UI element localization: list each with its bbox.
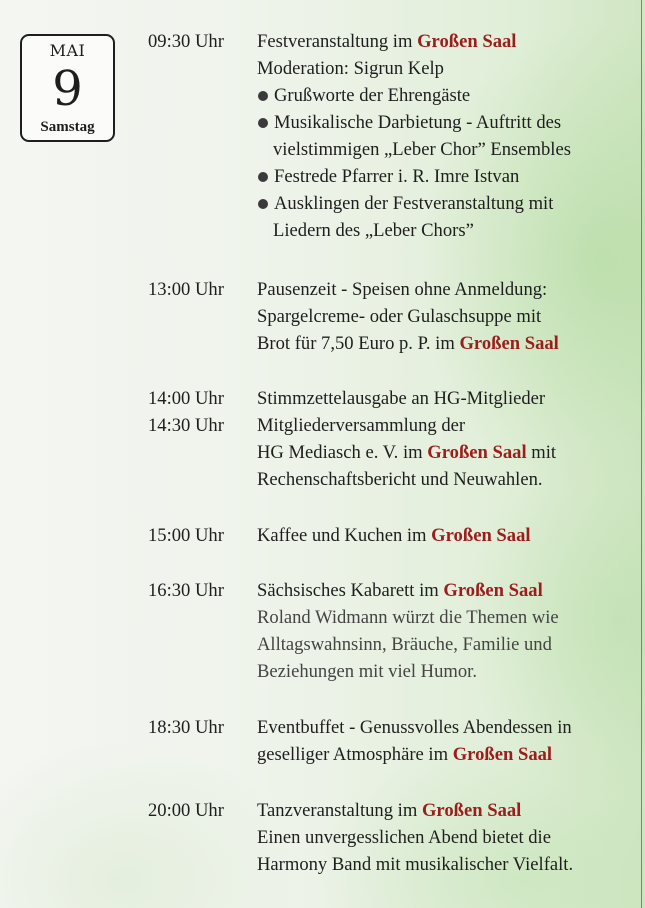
event-time: 15:00 Uhr [148, 525, 224, 546]
event-line-text: Eventbuffet - Genussvolles Abendessen in [257, 717, 572, 738]
event-line-text: mit [526, 442, 557, 463]
event-bullet-item [258, 109, 561, 136]
event-line [257, 577, 543, 604]
event-line-text: Pausenzeit - Speisen ohne Anmeldung: [257, 279, 548, 300]
event-line-text: HG Mediasch e. V. im [257, 442, 428, 463]
event-bullet-continuation [273, 136, 571, 163]
event-bullet-continuation [273, 217, 474, 244]
event-time: 14:00 Uhr [148, 388, 224, 409]
venue-highlight: Großen Saal [431, 525, 531, 546]
venue-highlight: Großen Saal [443, 580, 543, 601]
bullet-dot-icon [258, 118, 268, 128]
event-bullet-item [258, 190, 553, 217]
event-line [257, 28, 516, 55]
event-line [257, 385, 545, 412]
event-bullet-item [258, 163, 519, 190]
event-line-text: Grußworte der Ehrengäste [274, 85, 471, 106]
event-time: 18:30 Uhr [148, 717, 224, 738]
event-line-text: geselliger Atmosphäre im [257, 744, 453, 765]
event-time: 09:30 Uhr [148, 31, 224, 52]
event-line-text: Stimmzettelausgabe an HG-Mitglieder [257, 388, 546, 409]
event-line [257, 824, 551, 851]
event-line [257, 55, 444, 82]
event-line-text: Roland Widmann würzt die Themen wie [257, 607, 559, 628]
event-line [257, 466, 543, 493]
event-line [257, 797, 521, 824]
event-line-text: Einen unvergesslichen Abend bietet die [257, 827, 551, 848]
event-line [257, 741, 552, 768]
event-line-text: Sächsisches Kabarett im [257, 580, 444, 601]
event-line-text: Kaffee und Kuchen im [257, 525, 432, 546]
right-edge-rule [641, 0, 642, 908]
event-line [257, 276, 547, 303]
date-badge [20, 34, 115, 142]
event-description-line [257, 658, 477, 685]
venue-highlight: Großen Saal [417, 31, 517, 52]
event-line-text: Liedern des „Leber Chors” [273, 220, 474, 241]
event-line-text: Moderation: Sigrun Kelp [257, 58, 444, 79]
bullet-dot-icon [258, 91, 268, 101]
venue-highlight: Großen Saal [421, 800, 522, 821]
event-line [257, 330, 559, 357]
event-line-text: Spargelcreme- oder Gulaschsuppe mit [257, 306, 542, 327]
bullet-dot-icon [258, 199, 268, 209]
event-time: 16:30 Uhr [148, 580, 224, 601]
venue-highlight: Großen Saal [427, 442, 527, 463]
event-line-text: Musikalische Darbietung - Auftritt des [274, 112, 562, 133]
date-day: 9 [52, 61, 83, 117]
event-line-text: Tanzveranstaltung im [257, 800, 422, 821]
venue-highlight: Großen Saal [452, 744, 553, 765]
date-month: MAI [49, 41, 86, 60]
event-line [257, 714, 572, 741]
event-time: 13:00 Uhr [148, 279, 224, 300]
event-line [257, 303, 541, 330]
event-line [257, 522, 531, 549]
event-line-text: vielstimmigen „Leber Chor” Ensembles [273, 139, 571, 160]
event-line [257, 412, 465, 439]
event-description-line [257, 631, 552, 658]
event-line-text: Mitgliederversammlung der [257, 415, 466, 436]
event-line-text: Rechenschaftsbericht und Neuwahlen. [257, 469, 543, 490]
event-line-text: Beziehungen mit viel Humor. [257, 661, 477, 682]
event-bullet-item [258, 82, 470, 109]
event-line-text: Alltagswahnsinn, Bräuche, Familie und [257, 634, 552, 655]
event-time: 14:30 Uhr [148, 415, 224, 436]
event-description-line [257, 604, 559, 631]
event-line [257, 851, 573, 878]
bullet-dot-icon [258, 172, 268, 182]
event-line-text: Brot für 7,50 Euro p. P. im [257, 333, 460, 354]
event-line-text: Harmony Band mit musikalischer Vielfalt. [257, 854, 574, 875]
event-time: 20:00 Uhr [148, 800, 224, 821]
date-weekday: Samstag [40, 119, 95, 135]
event-line-text: Ausklingen der Festveranstaltung mit [274, 193, 554, 214]
venue-highlight: Großen Saal [459, 333, 559, 354]
event-line [257, 439, 556, 466]
event-line-text: Festrede Pfarrer i. R. Imre Istvan [274, 166, 520, 187]
event-line-text: Festveranstaltung im [257, 31, 418, 52]
